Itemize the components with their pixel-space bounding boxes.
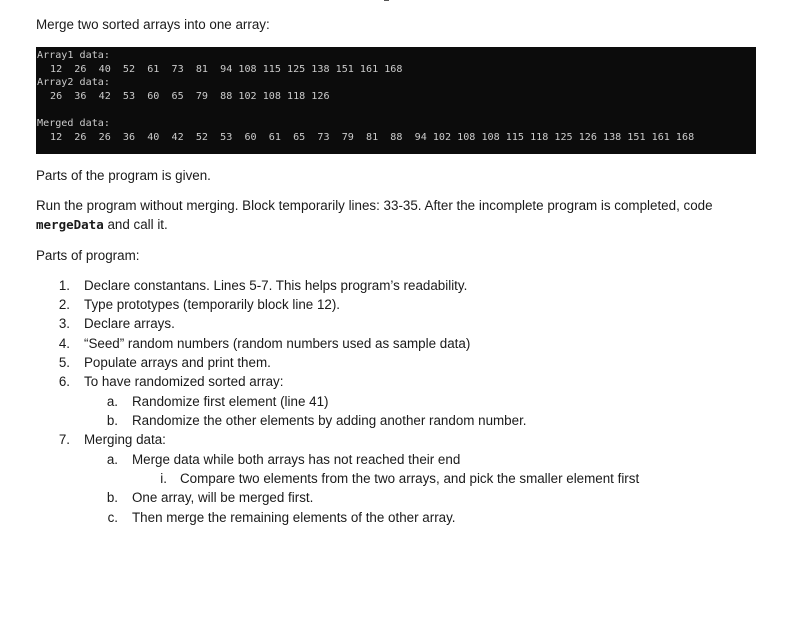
merged-values: 12 26 26 36 40 42 52 53 60 61 65 73 79 81 88 94 102 108 108 115 118 125 126 138 151 161 168: [50, 131, 695, 143]
run-instruction-line-1: Run the program without merging. Block temporarily lines: 33-35. After the incomplete program is completed, code: [36, 198, 713, 213]
parts-heading: Parts of program:: [36, 248, 140, 263]
console-output: [36, 47, 756, 154]
run-instruction-suffix: and call it.: [103, 217, 168, 232]
run-instruction-line-2: [36, 215, 168, 234]
array1-label: Array1 data:: [37, 50, 110, 61]
array1-values: 12 26 40 52 61 73 81 94 108 115 125 138 151 161 168: [50, 63, 403, 75]
page-heading: Merge two sorted arrays into one array:: [36, 17, 270, 32]
array2-values: 26 36 42 53 60 65 79 88 102 108 118 126: [50, 90, 330, 102]
parts-given-text: Parts of the program is given.: [36, 168, 211, 183]
page-edge-mark: [384, 0, 389, 1]
array2-label: Array2 data:: [37, 77, 110, 89]
merged-label: Merged data:: [37, 117, 110, 129]
merge-data-code: mergeData: [36, 217, 104, 232]
